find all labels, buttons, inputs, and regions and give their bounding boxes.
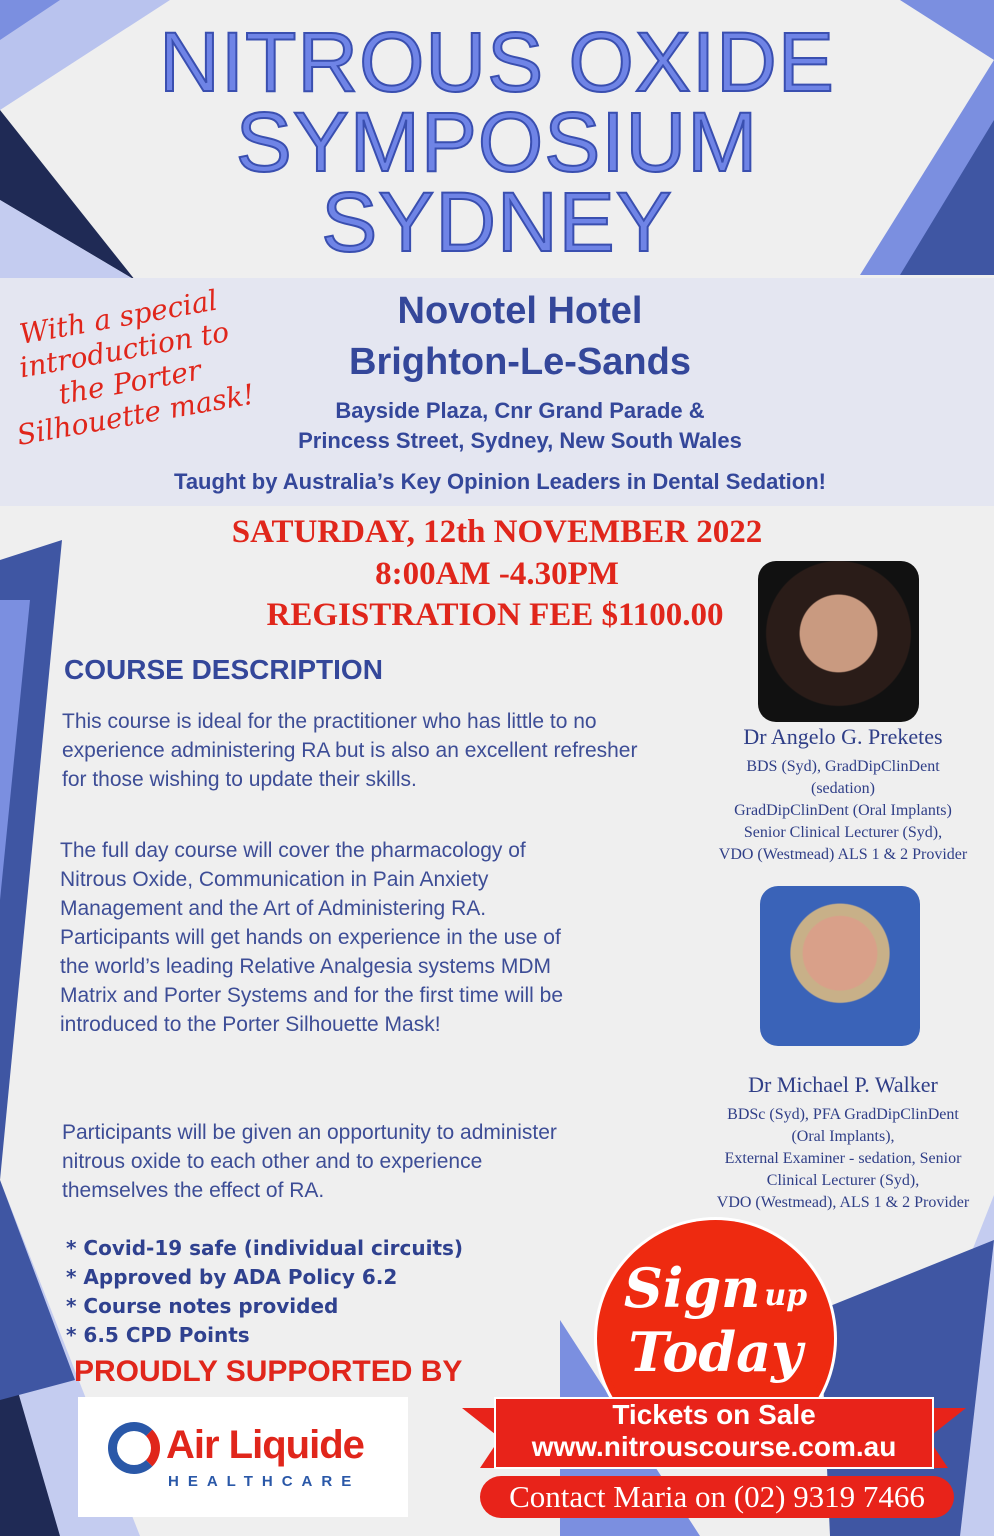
bullet-item: * Approved by ADA Policy 6.2	[66, 1265, 398, 1289]
course-paragraph-3: Participants will be given an opportunity to administer nitrous oxide to each other and to experience themselves the effect of RA.	[62, 1121, 557, 1202]
website-link[interactable]: www.nitrouscourse.com.au	[531, 1431, 897, 1462]
bullet-item: * 6.5 CPD Points	[66, 1323, 250, 1347]
contact-phone[interactable]: Contact Maria on (02) 9319 7466	[480, 1476, 954, 1518]
presenter-photo-walker	[760, 886, 920, 1046]
presenter-credential: BDSc (Syd), PFA GradDipClinDent	[727, 1106, 959, 1123]
tickets-banner[interactable]	[494, 1397, 934, 1469]
event-time: 8:00AM -4.30PM	[375, 556, 619, 592]
tickets-label: Tickets on Sale	[612, 1399, 816, 1430]
signup-badge-text	[603, 1256, 828, 1384]
signup-today: Today	[628, 1320, 803, 1384]
presenter-credential: External Examiner - sedation, Senior	[724, 1150, 962, 1167]
presenter-credential: GradDipClinDent (Oral Implants)	[734, 802, 952, 819]
presenter-1	[693, 724, 993, 866]
tagline: Taught by Australia’s Key Opinion Leaders in Dental Sedation!	[174, 469, 826, 494]
course-heading: COURSE DESCRIPTION	[64, 654, 383, 685]
signup-up: up	[764, 1278, 808, 1313]
sponsor-heading: PROUDLY SUPPORTED BY	[74, 1355, 463, 1388]
presenter-name: Dr Michael P. Walker	[748, 1072, 938, 1097]
title-line-2: SYMPOSIUM	[235, 95, 759, 189]
presenter-2	[693, 1072, 993, 1214]
title-line-3: SYDNEY	[321, 175, 673, 269]
bullet-item: * Course notes provided	[66, 1294, 339, 1318]
course-paragraph-2: The full day course will cover the pharmacology of Nitrous Oxide, Communication in Pain Anxiety Management and the Art of Administering RA. Participants will get hands on experience in the use of the world’s leading Relative Analgesia systems MDM Matrix and Porter Systems and for the first time will be introduced to the Porter Silhouette Mask!	[60, 839, 564, 1036]
course-bullets	[66, 1234, 463, 1350]
air-liquide-logo-icon	[108, 1422, 160, 1474]
course-paragraph-1: This course is ideal for the practitioner who has little to no experience administering RA but is also an excellent refresher for those wishing to update their skills.	[62, 710, 638, 791]
signup-sign: Sign	[623, 1256, 761, 1320]
venue-address-2: Princess Street, Sydney, New South Wales	[298, 428, 742, 453]
presenter-credential: VDO (Westmead), ALS 1 & 2 Provider	[716, 1194, 970, 1211]
presenter-credential: VDO (Westmead) ALS 1 & 2 Provider	[718, 846, 968, 863]
venue-name-2: Brighton-Le-Sands	[349, 341, 691, 383]
presenter-credential: (sedation)	[811, 780, 875, 797]
presenter-name: Dr Angelo G. Preketes	[743, 724, 943, 749]
presenter-credential: Senior Clinical Lecturer (Syd),	[743, 824, 943, 841]
presenter-credential: (Oral Implants),	[791, 1128, 895, 1145]
presenter-photo-preketes	[758, 561, 919, 722]
air-liquide-logo	[78, 1397, 408, 1517]
event-fee: REGISTRATION FEE $1100.00	[266, 597, 724, 633]
logo-name: Air Liquide	[166, 1423, 364, 1467]
logo-sub: HEALTHCARE	[168, 1473, 361, 1490]
bullet-item: * Covid-19 safe (individual circuits)	[66, 1236, 464, 1260]
event-date: SATURDAY, 12th NOVEMBER 2022	[231, 514, 763, 550]
title-line-1: NITROUS OXIDE	[159, 15, 835, 109]
presenter-credential: BDS (Syd), GradDipClinDent	[746, 758, 940, 775]
venue-name-1: Novotel Hotel	[397, 290, 643, 332]
venue-address-1: Bayside Plaza, Cnr Grand Parade &	[335, 398, 705, 423]
special-note: With a special introduction to the Porter Silhouette mask!	[14, 283, 257, 452]
presenter-credential: Clinical Lecturer (Syd),	[766, 1172, 920, 1189]
